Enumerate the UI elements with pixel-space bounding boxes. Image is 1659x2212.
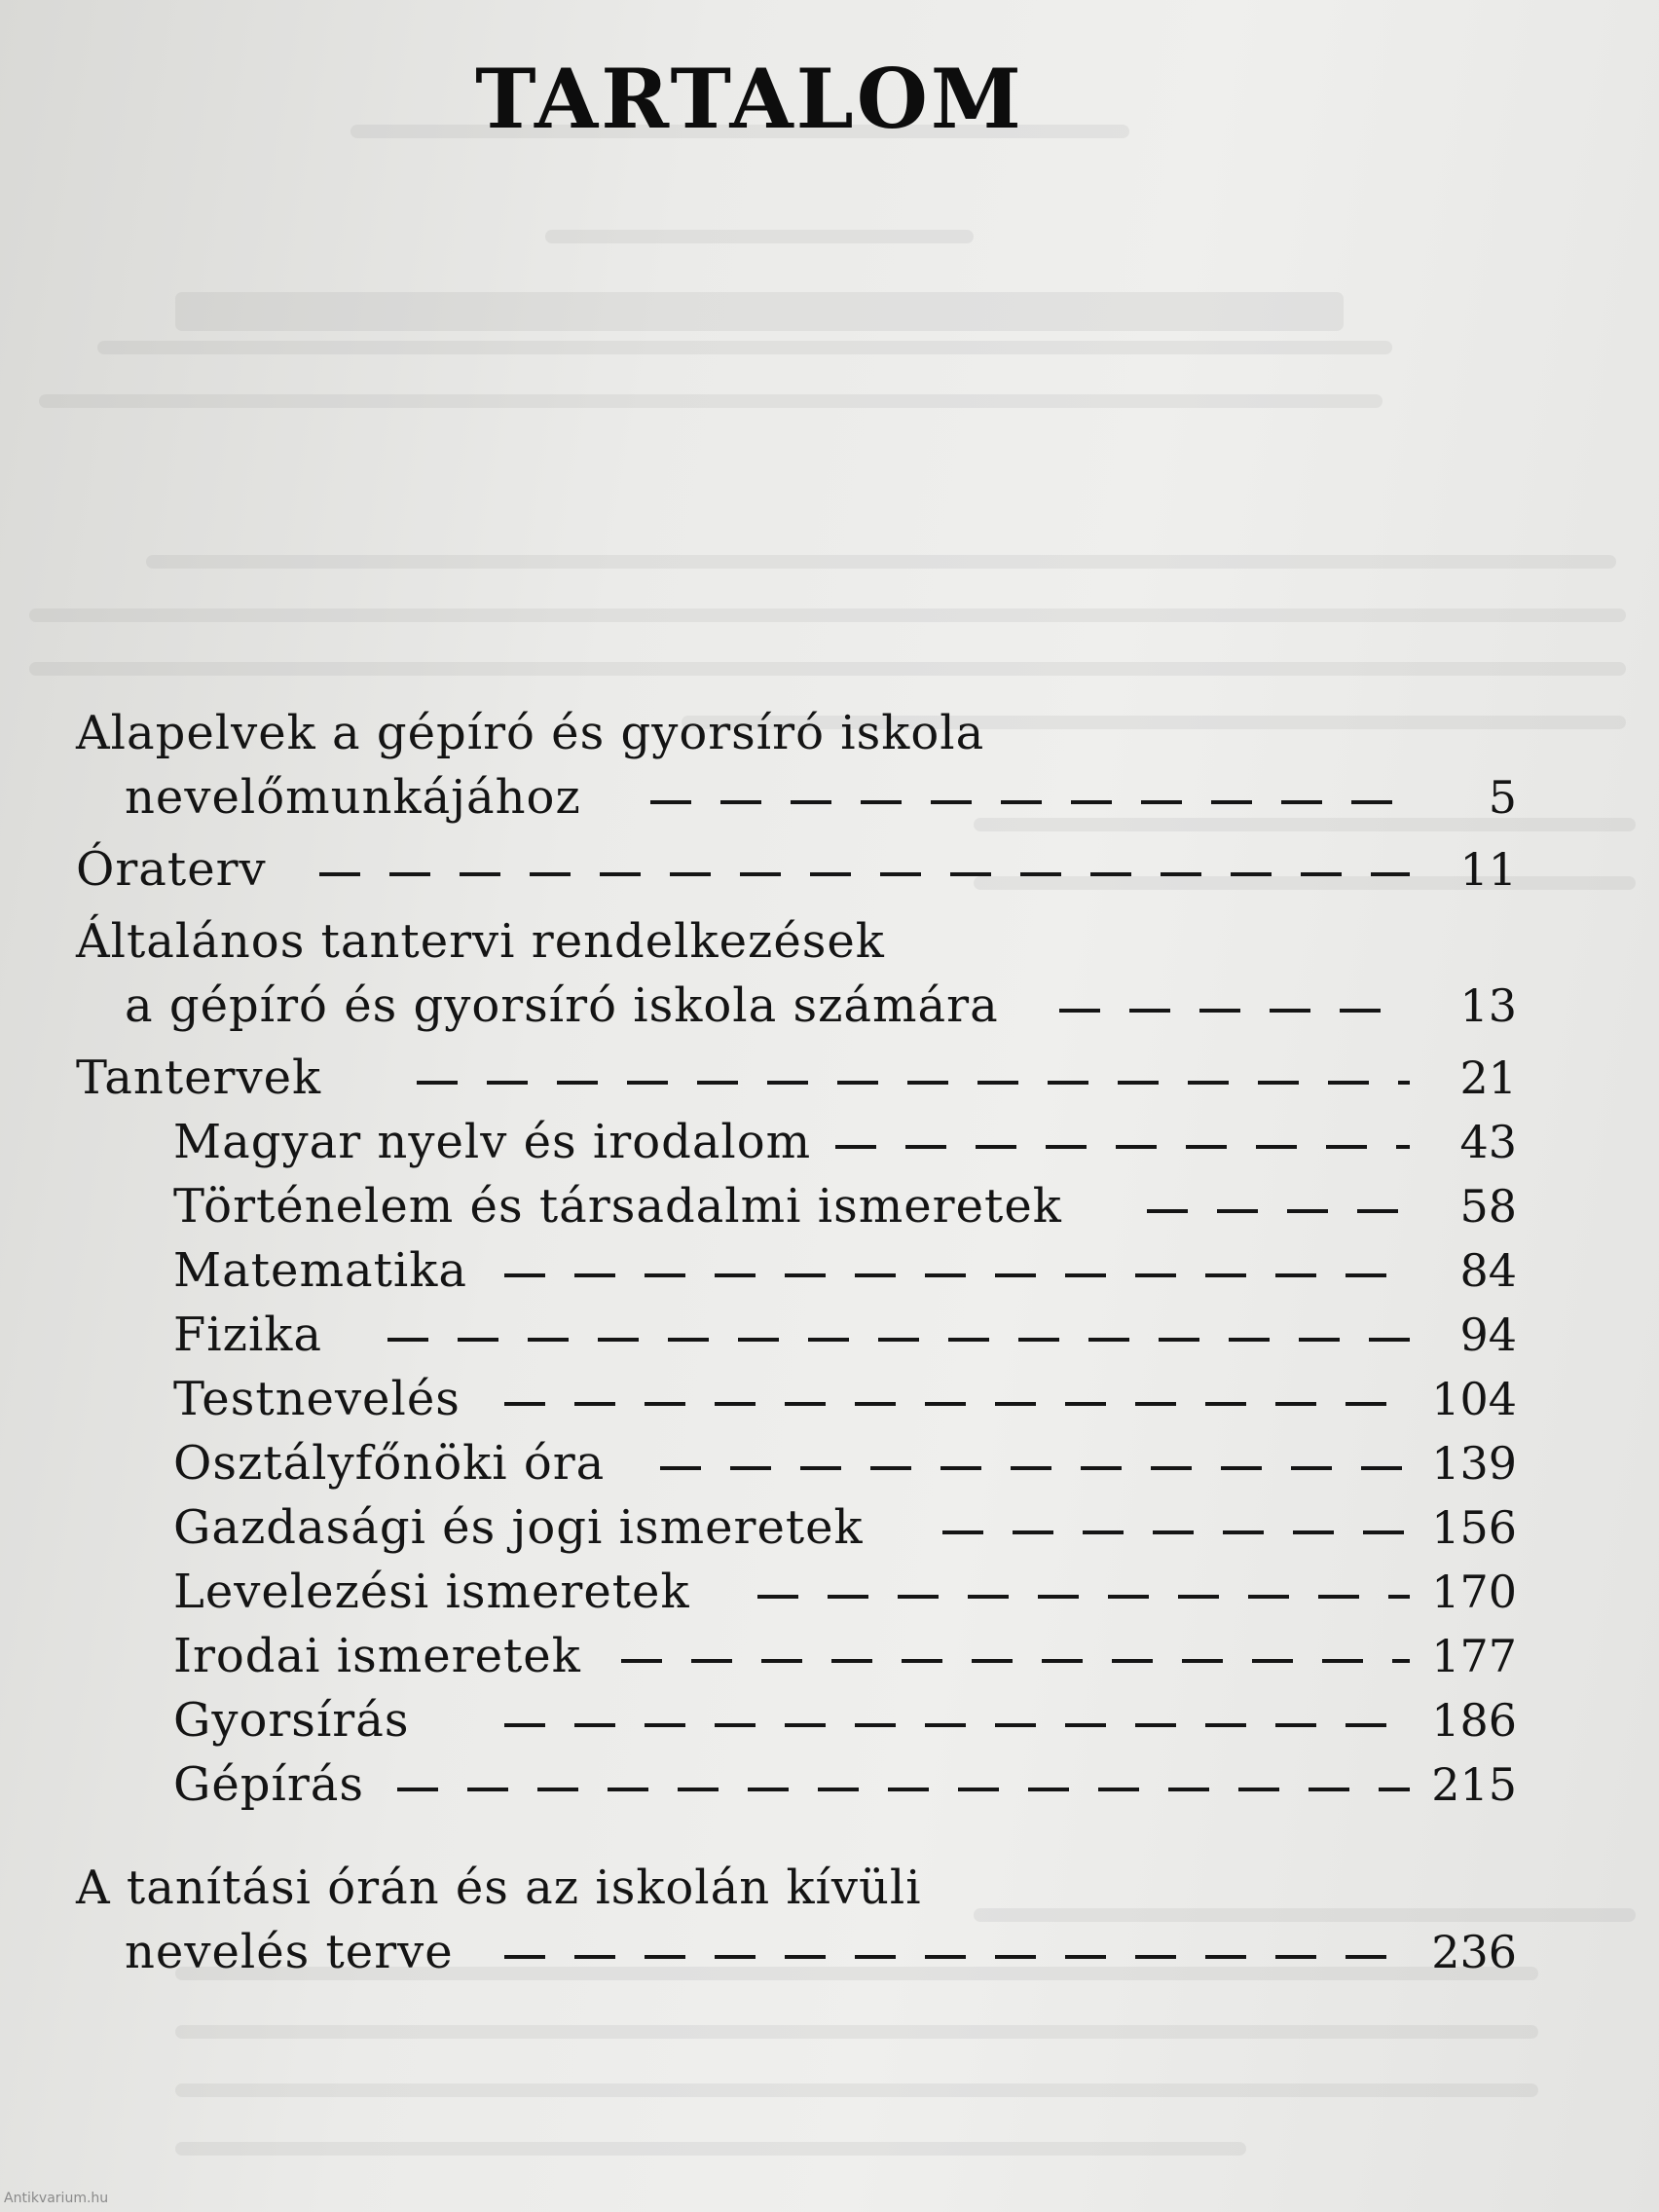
toc-entry (76, 909, 1517, 974)
toc-entry-label: Gyorsírás (173, 1693, 410, 1748)
dash-leader (1059, 1009, 1410, 1013)
toc-subentry (76, 1560, 1517, 1624)
dash-leader (504, 1402, 1410, 1406)
toc-entry-label: A tanítási órán és az iskolán kívüli (76, 1861, 922, 1915)
toc-page-number: 21 (1459, 1051, 1517, 1104)
toc-subentry (76, 1174, 1517, 1238)
toc-entry-continued (76, 765, 1517, 830)
toc-entry (76, 1856, 1517, 1920)
toc-entry (76, 1046, 1517, 1110)
toc-subentry (76, 1688, 1517, 1752)
table-of-contents (76, 701, 1517, 1984)
toc-entry-label: Gépírás (173, 1757, 365, 1812)
toc-page-number: 5 (1488, 771, 1517, 824)
dash-leader (504, 1723, 1410, 1727)
dash-leader (650, 800, 1410, 804)
toc-subentry (76, 1303, 1517, 1367)
toc-subentry (76, 1495, 1517, 1560)
toc-page-number: 177 (1431, 1630, 1517, 1682)
toc-entry-label: a gépíró és gyorsíró iskola számára (125, 978, 999, 1033)
toc-subentry (76, 1367, 1517, 1431)
dash-leader (504, 1955, 1410, 1959)
toc-page-number: 170 (1431, 1566, 1517, 1618)
toc-subentry (76, 1431, 1517, 1495)
toc-page-number: 104 (1431, 1373, 1517, 1425)
dash-leader (1147, 1209, 1410, 1213)
toc-entry (76, 701, 1517, 765)
dash-leader (387, 1338, 1410, 1342)
toc-subentry (76, 1752, 1517, 1817)
toc-page-number: 58 (1459, 1180, 1517, 1233)
toc-entry-label: Osztályfőnöki óra (173, 1436, 606, 1491)
dash-leader (835, 1145, 1410, 1149)
toc-page-number: 94 (1459, 1309, 1517, 1361)
toc-entry-label: Általános tantervi rendelkezések (76, 914, 885, 969)
toc-entry-label: Alapelvek a gépíró és gyorsíró iskola (76, 706, 985, 760)
toc-page-number: 84 (1459, 1244, 1517, 1297)
watermark-text: Antikvarium.hu (4, 2191, 109, 2206)
toc-page-number: 11 (1459, 843, 1517, 896)
toc-page-number: 156 (1431, 1501, 1517, 1554)
toc-subentry (76, 1110, 1517, 1174)
toc-entry-label: Tantervek (76, 1051, 322, 1105)
toc-entry-label: Irodai ismeretek (173, 1629, 581, 1683)
dash-leader (397, 1788, 1410, 1791)
toc-entry-label: Testnevelés (173, 1372, 461, 1426)
toc-page-number: 13 (1459, 979, 1517, 1032)
toc-page-number: 139 (1431, 1437, 1517, 1490)
toc-subentry (76, 1238, 1517, 1303)
dash-leader (942, 1530, 1410, 1534)
dash-leader (319, 872, 1410, 876)
toc-page-number: 43 (1459, 1116, 1517, 1168)
toc-subentry (76, 1624, 1517, 1688)
dash-leader (621, 1659, 1410, 1663)
toc-entry-label: Gazdasági és jogi ismeretek (173, 1500, 864, 1555)
page-title: TARTALOM (475, 51, 1024, 147)
dash-leader (504, 1273, 1410, 1277)
toc-page-number: 215 (1431, 1758, 1517, 1811)
dash-leader (757, 1595, 1410, 1599)
toc-entry-label: Levelezési ismeretek (173, 1565, 690, 1619)
toc-entry-label: Matematika (173, 1243, 467, 1298)
dash-leader (417, 1081, 1410, 1085)
toc-entry-label: Fizika (173, 1308, 322, 1362)
dash-leader (660, 1466, 1410, 1470)
toc-entry-continued (76, 974, 1517, 1038)
toc-page-number: 236 (1431, 1926, 1517, 1978)
toc-page-number: 186 (1431, 1694, 1517, 1747)
toc-entry-label: nevelés terve (125, 1925, 454, 1979)
toc-entry-label: Magyar nyelv és irodalom (173, 1115, 812, 1169)
toc-entry-continued (76, 1920, 1517, 1984)
toc-entry (76, 837, 1517, 902)
toc-entry-label: Óraterv (76, 842, 267, 897)
toc-entry-label: nevelőmunkájához (125, 770, 581, 825)
toc-entry-label: Történelem és társadalmi ismeretek (173, 1179, 1062, 1234)
